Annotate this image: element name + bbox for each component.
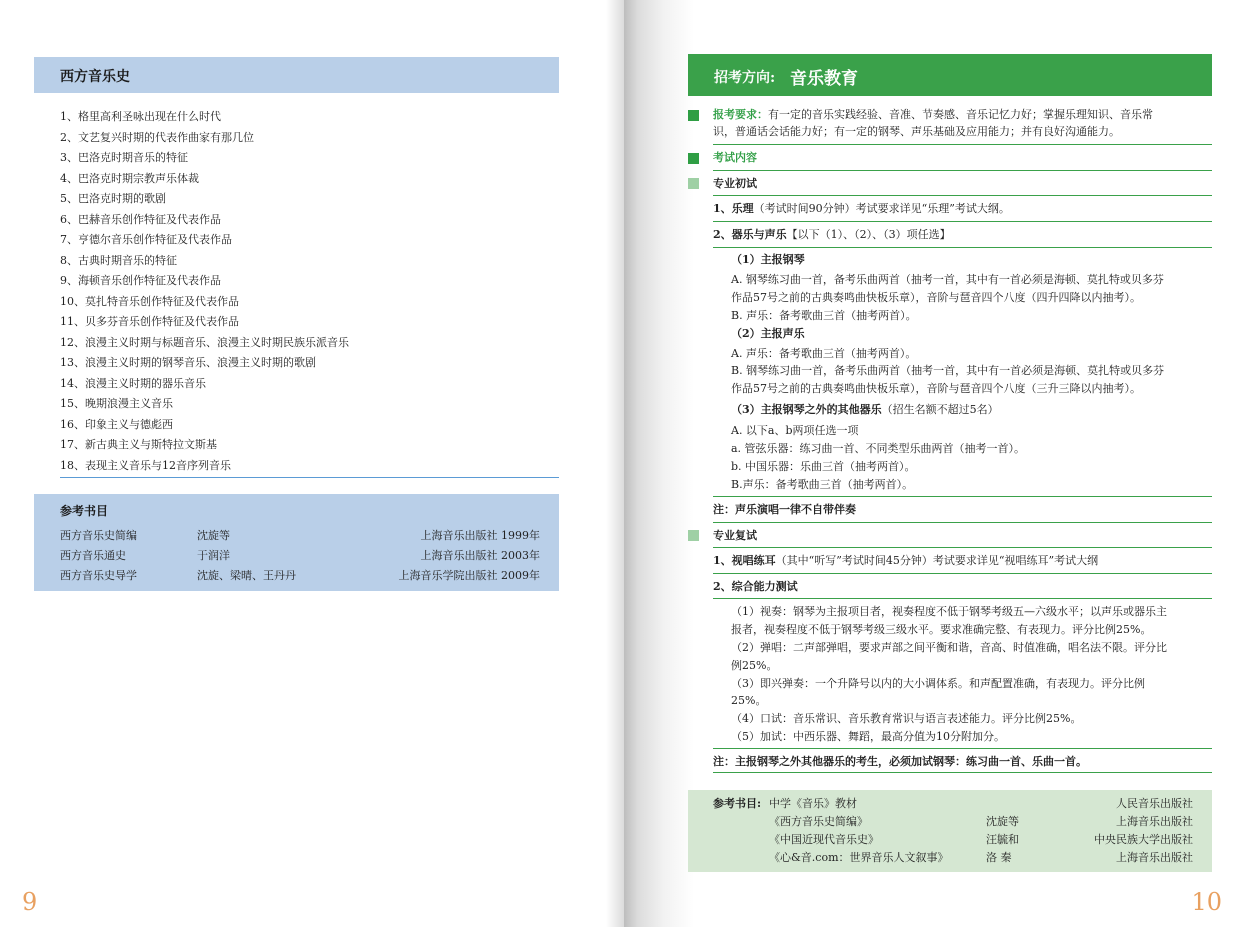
list-item: 4、巴洛克时期宗教声乐体裁 (60, 171, 199, 185)
bullet-square (688, 153, 699, 164)
book-author: 沈旋、梁晴、王丹丹 (197, 569, 296, 582)
book-author: 沈旋等 (986, 815, 1019, 828)
section-header (34, 57, 559, 93)
question-list (60, 107, 560, 476)
test-line: （2）弹唱：二声部弹唱，要求声部之间平衡和谐，音高、时值准确，唱名法不限。评分比 (731, 641, 1167, 654)
test-line: 25%。 (731, 694, 767, 707)
note: 注：主报钢琴之外其他器乐的考生，必须加试钢琴：练习曲一首、乐曲一首。 (713, 755, 1087, 768)
sub-line: A. 钢琴练习曲一首，备考乐曲两首（抽考一首，其中有一首必须是海顿、莫扎特或贝多芬 (731, 273, 1164, 286)
reference-row (60, 566, 540, 586)
test-line: 报者，视奏程度不低于钢琴考级三级水平。要求准确完整、有表现力。评分比例25%。 (731, 623, 1152, 636)
list-item: 16、印象主义与德彪西 (60, 417, 173, 431)
exam-content-heading: 考试内容 (713, 151, 757, 164)
requirements-line: 报考要求：有一定的音乐实践经验、音准、节奏感、音乐记忆力好；掌握乐理知识、音乐常 (713, 108, 1153, 121)
divider (713, 598, 1212, 599)
left-page (0, 0, 624, 927)
list-item: 2、文艺复兴时期的代表作曲家有那几位 (60, 130, 254, 144)
prelim-item-1: 1、乐理（考试时间90分钟）考试要求详见“乐理”考试大纲。 (713, 202, 1010, 215)
requirements-label: 报考要求： (713, 108, 768, 121)
book-author: 沈旋等 (197, 529, 230, 542)
reference-box (688, 790, 1212, 872)
sub-heading: （3）主报钢琴之外的其他器乐（招生名额不超过5名） (731, 403, 999, 416)
sub-line: A. 以下a、b两项任选一项 (731, 424, 859, 437)
divider (713, 247, 1212, 248)
sub-heading: （1）主报钢琴 (731, 253, 805, 266)
book-author: 于润洋 (197, 549, 230, 562)
retest-item-1: 1、视唱练耳（其中“听写”考试时间45分钟）考试要求详见“视唱练耳”考试大纲 (713, 554, 1099, 567)
requirements-line: 识，普通话会话能力好；有一定的钢琴、声乐基础及应用能力；并有良好沟通能力。 (713, 125, 1120, 138)
prelim-heading: 专业初试 (713, 177, 757, 190)
list-item: 8、古典时期音乐的特征 (60, 253, 177, 267)
direction-header (688, 54, 1212, 96)
book-title: 西方音乐史导学 (60, 569, 137, 582)
list-item: 3、巴洛克时期音乐的特征 (60, 151, 188, 164)
divider (713, 195, 1212, 196)
list-item: 17、新古典主义与斯特拉文斯基 (60, 438, 217, 451)
reference-label: 参考书目: (713, 797, 762, 810)
sub-heading: （2）主报声乐 (731, 327, 805, 340)
book-title: 《中国近现代音乐史》 (769, 833, 879, 846)
retest-heading: 专业复试 (713, 529, 757, 542)
direction-prefix: 招考方向: (714, 70, 776, 86)
note: 注：声乐演唱一律不自带伴奏 (713, 503, 856, 516)
book-publisher: 上海音乐出版社 (1116, 851, 1193, 864)
test-line: （1）视奏：钢琴为主报项目者，视奏程度不低于钢琴考级五—六级水平；以声乐或器乐主 (731, 605, 1167, 618)
book-publisher: 人民音乐出版社 (1116, 797, 1193, 810)
sub-line: B. 声乐：备考歌曲三首（抽考两首）。 (731, 309, 917, 322)
book-publisher: 中央民族大学出版社 (1094, 833, 1193, 846)
sub-line: A. 声乐：备考歌曲三首（抽考两首）。 (731, 347, 917, 360)
list-item: 1、格里高利圣咏出现在什么时代 (60, 110, 221, 123)
list-item: 10、莫扎特音乐创作特征及代表作品 (60, 294, 239, 308)
divider (713, 170, 1212, 171)
page-number: 10 (1191, 888, 1222, 916)
right-page (624, 0, 1249, 927)
section-title: 西方音乐史 (60, 69, 130, 85)
list-item: 11、贝多芬音乐创作特征及代表作品 (60, 315, 239, 328)
prelim-item-2: 2、器乐与声乐【以下（1）、（2）、（3）项任选】 (713, 228, 951, 241)
sub-line: 作品57号之前的古典奏鸣曲快板乐章），音阶与琶音四个八度（三升三降以内抽考）。 (731, 382, 1141, 395)
test-line: （3）即兴弹奏：一个升降号以内的大小调体系。和声配置准确，有表现力。评分比例 (731, 677, 1145, 690)
list-item: 7、亨德尔音乐创作特征及代表作品 (60, 233, 232, 246)
sub-line: 作品57号之前的古典奏鸣曲快板乐章），音阶与琶音四个八度（四升四降以内抽考）。 (731, 291, 1141, 304)
bullet-square (688, 530, 699, 541)
list-item: 18、表现主义音乐与12音序列音乐 (60, 458, 231, 472)
test-line: （4）口试：音乐常识、音乐教育常识与语言表述能力。评分比例25%。 (731, 712, 1082, 725)
divider (713, 547, 1212, 548)
divider (60, 477, 559, 478)
divider (713, 221, 1212, 222)
test-line: （5）加试：中西乐器、舞蹈，最高分值为10分附加分。 (731, 730, 1005, 743)
reference-title: 参考书目 (60, 504, 109, 518)
book-title: 《心&音.com：世界音乐人文叙事》 (769, 851, 949, 864)
list-item: 12、浪漫主义时期与标题音乐、浪漫主义时期民族乐派音乐 (60, 335, 349, 349)
list-item: 13、浪漫主义时期的钢琴音乐、浪漫主义时期的歌剧 (60, 356, 316, 369)
reference-box (34, 494, 559, 591)
book-publisher: 上海音乐出版社 1999年 (420, 529, 540, 542)
list-item: 6、巴赫音乐创作特征及代表作品 (60, 212, 221, 226)
book-publisher: 上海音乐出版社 (1116, 815, 1193, 828)
sub-line: a. 管弦乐器：练习曲一首、不同类型乐曲两首（抽考一首）。 (731, 442, 1026, 455)
sub-line: B. 钢琴练习曲一首，备考乐曲两首（抽考一首，其中有一首必须是海顿、莫扎特或贝多芬 (731, 364, 1165, 377)
book-title: 《西方音乐史简编》 (769, 815, 868, 828)
divider (713, 522, 1212, 523)
book-author: 洛 秦 (986, 851, 1012, 864)
list-item: 14、浪漫主义时期的器乐音乐 (60, 376, 206, 390)
book-author: 汪毓和 (986, 833, 1019, 846)
reference-row (60, 546, 540, 566)
divider (713, 748, 1212, 749)
bullet-square (688, 110, 699, 121)
reference-row (60, 526, 540, 546)
retest-item-2: 2、综合能力测试 (713, 580, 798, 593)
book-title: 中学《音乐》教材 (769, 797, 857, 810)
test-line: 例25%。 (731, 659, 778, 672)
direction-title: 音乐教育 (790, 69, 858, 89)
list-item: 15、晚期浪漫主义音乐 (60, 397, 173, 410)
book-title: 西方音乐通史 (60, 549, 126, 562)
list-item: 9、海顿音乐创作特征及代表作品 (60, 274, 221, 287)
sub-line: B.声乐：备考歌曲三首（抽考两首）。 (731, 478, 914, 491)
divider (713, 496, 1212, 497)
divider (713, 144, 1212, 145)
book-publisher: 上海音乐出版社 2003年 (420, 549, 540, 562)
bullet-square (688, 178, 699, 189)
divider (713, 772, 1212, 773)
book-publisher: 上海音乐学院出版社 2009年 (398, 569, 540, 582)
sub-line: b. 中国乐器：乐曲三首（抽考两首）。 (731, 460, 916, 473)
book-title: 西方音乐史简编 (60, 529, 137, 542)
page-number: 9 (22, 888, 38, 916)
divider (713, 573, 1212, 574)
list-item: 5、巴洛克时期的歌剧 (60, 192, 166, 205)
